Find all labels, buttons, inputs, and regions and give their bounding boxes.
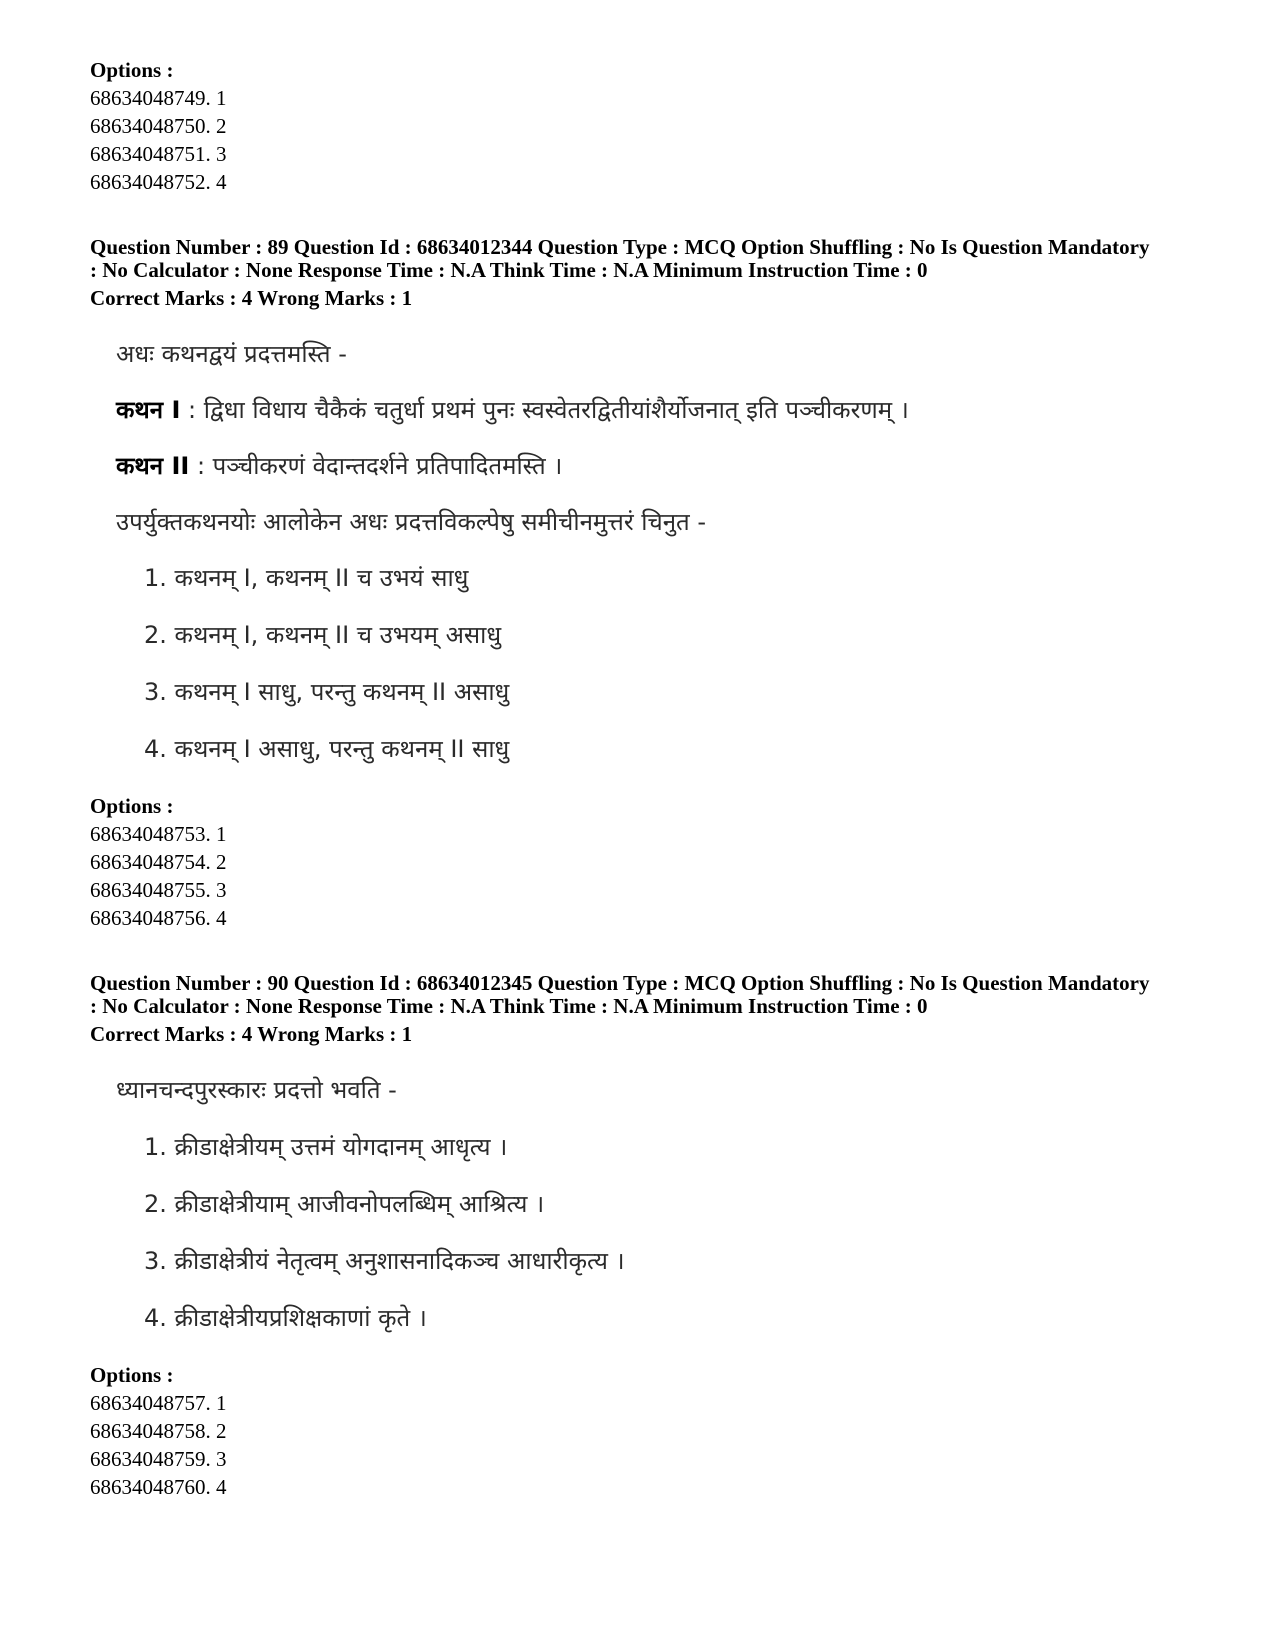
statement-1 [116, 394, 909, 426]
answer-choice: 1. क्रीडाक्षेत्रीयम् उत्तमं योगदानम् आधृत्य । [144, 1133, 508, 1161]
answer-choice: 2. कथनम् I, कथनम् II च उभयम् असाधु [144, 621, 502, 649]
option-line: 68634048758. 2 [90, 1419, 227, 1443]
answer-choice: 3. कथनम् I साधु, परन्तु कथनम् II असाधु [144, 678, 510, 706]
option-line: 68634048752. 4 [90, 170, 227, 194]
question-instruction: उपर्युक्तकथनयोः आलोकेन अधः प्रदत्तविकल्पेषु समीचीनमुत्तरं चिनुत - [116, 508, 707, 536]
question-meta-line: : No Calculator : None Response Time : N.A Think Time : N.A Minimum Instruction Time : 0 [90, 994, 928, 1018]
option-line: 68634048753. 1 [90, 822, 227, 846]
answer-choice: 4. कथनम् I असाधु, परन्तु कथनम् II साधु [144, 735, 510, 763]
option-line: 68634048757. 1 [90, 1391, 227, 1415]
option-line: 68634048754. 2 [90, 850, 227, 874]
answer-choice: 4. क्रीडाक्षेत्रीयप्रशिक्षकाणां कृते । [144, 1304, 427, 1332]
option-line: 68634048750. 2 [90, 114, 227, 138]
options-heading: Options : [90, 58, 174, 82]
question-meta-line: : No Calculator : None Response Time : N.A Think Time : N.A Minimum Instruction Time : 0 [90, 258, 928, 282]
answer-choice: 2. क्रीडाक्षेत्रीयाम् आजीवनोपलब्धिम् आश्रित्य । [144, 1190, 545, 1218]
question-meta-line: Question Number : 90 Question Id : 68634012345 Question Type : MCQ Option Shuffling : No Is Question Mandatory [90, 971, 1150, 995]
option-line: 68634048759. 3 [90, 1447, 227, 1471]
statement-2-label: कथन II [116, 452, 190, 480]
option-line: 68634048760. 4 [90, 1475, 227, 1499]
question-intro: ध्यानचन्दपुरस्कारः प्रदत्तो भवति - [116, 1076, 397, 1104]
option-line: 68634048751. 3 [90, 142, 227, 166]
question-intro: अधः कथनद्वयं प्रदत्तमस्ति - [116, 340, 347, 368]
statement-2-text: : पञ्चीकरणं वेदान्तदर्शने प्रतिपादितमस्ति । [189, 452, 563, 480]
statement-1-text: : द्विधा विधाय चैकैकं चतुर्धा प्रथमं पुनः स्वस्वेतरद्वितीयांशैर्योजनात् इति पञ्चीकरणम् । [180, 396, 909, 424]
option-line: 68634048749. 1 [90, 86, 227, 110]
options-heading: Options : [90, 794, 174, 818]
question-marks: Correct Marks : 4 Wrong Marks : 1 [90, 1022, 413, 1046]
question-marks: Correct Marks : 4 Wrong Marks : 1 [90, 286, 413, 310]
options-heading: Options : [90, 1363, 174, 1387]
option-line: 68634048756. 4 [90, 906, 227, 930]
statement-1-label: कथन I [116, 396, 181, 424]
question-meta-line: Question Number : 89 Question Id : 68634012344 Question Type : MCQ Option Shuffling : No Is Question Mandatory [90, 235, 1150, 259]
answer-choice: 3. क्रीडाक्षेत्रीयं नेतृत्वम् अनुशासनादिकञ्च आधारीकृत्य । [144, 1247, 625, 1275]
option-line: 68634048755. 3 [90, 878, 227, 902]
statement-2 [116, 450, 562, 482]
answer-choice: 1. कथनम् I, कथनम् II च उभयं साधु [144, 564, 469, 592]
